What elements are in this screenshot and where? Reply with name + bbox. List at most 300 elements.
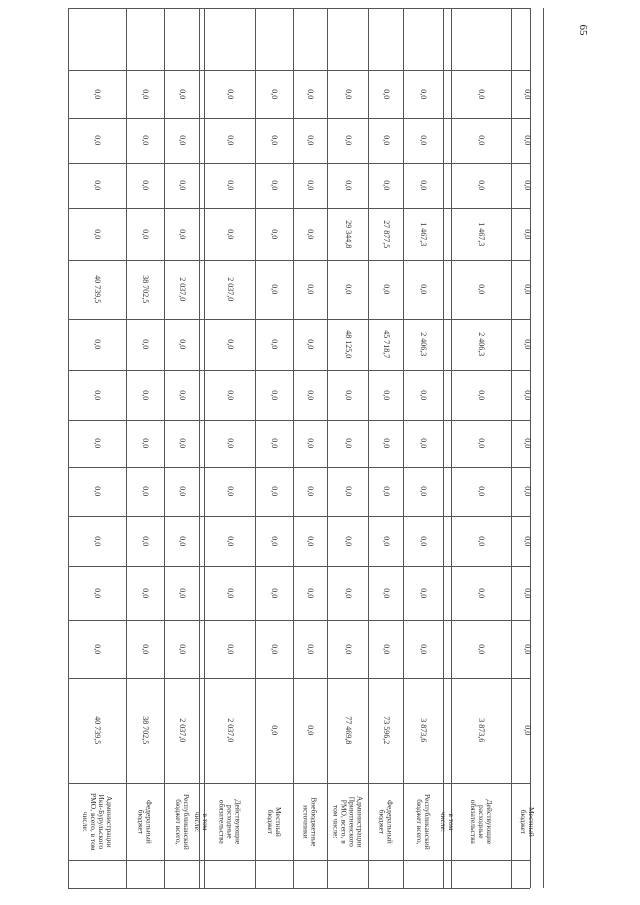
cell-value: 0,0 xyxy=(225,88,235,99)
table-cell xyxy=(204,467,255,516)
table-cell xyxy=(368,260,403,319)
table-cell xyxy=(255,70,293,118)
cell-value: 0,0 xyxy=(419,643,429,654)
table-cell xyxy=(126,467,164,516)
table-cell xyxy=(511,678,543,783)
cell-value: 0,0 xyxy=(381,438,391,449)
table-cell xyxy=(403,70,443,118)
cell-value: 2 406,3 xyxy=(419,332,429,357)
row-label-cell xyxy=(293,783,327,860)
table-cell xyxy=(164,678,199,783)
cell-value: 0,0 xyxy=(270,643,280,654)
cell-value: 0,0 xyxy=(477,389,487,400)
table-cell xyxy=(327,118,368,163)
cell-value: 0,0 xyxy=(177,135,187,146)
table-cell xyxy=(68,420,126,467)
cell-value: 0,0 xyxy=(343,389,353,400)
row-label: Действующие расходные обязательства xyxy=(469,799,494,844)
table-cell xyxy=(126,370,164,420)
cell-value: 0,0 xyxy=(523,643,533,654)
table-cell xyxy=(68,163,126,208)
table-cell xyxy=(511,516,543,566)
cell-value: 0,0 xyxy=(270,389,280,400)
cell-value: 0,0 xyxy=(93,228,103,239)
cell-value: 3 873,6 xyxy=(477,718,487,743)
table-cell xyxy=(164,118,199,163)
cell-value: 48 125,0 xyxy=(343,330,353,359)
cell-value: 0,0 xyxy=(523,339,533,350)
cell-value: 0,0 xyxy=(343,180,353,191)
table-cell xyxy=(204,260,255,319)
cell-value: 0,0 xyxy=(270,339,280,350)
table-cell xyxy=(443,516,451,566)
cell-value: 0,0 xyxy=(93,180,103,191)
row-label: Федеральный бюджет xyxy=(377,799,395,844)
cell-value: 0,0 xyxy=(419,587,429,598)
table-cell xyxy=(164,208,199,260)
cell-value: 0,0 xyxy=(523,725,533,736)
table-cell xyxy=(443,420,451,467)
table-cell xyxy=(204,516,255,566)
table-cell xyxy=(403,678,443,783)
row-label-cell xyxy=(368,783,403,860)
cell-value: 0,0 xyxy=(141,228,151,239)
cell-value: 0,0 xyxy=(523,389,533,400)
cell-value: 0,0 xyxy=(343,587,353,598)
row-label: Федеральный бюджет xyxy=(137,799,154,844)
cell-value: 2 037,0 xyxy=(177,277,187,302)
table-cell xyxy=(511,566,543,620)
table-cell xyxy=(293,516,327,566)
table-cell xyxy=(451,118,511,163)
table-cell xyxy=(443,566,451,620)
table-cell xyxy=(293,467,327,516)
cell-value: 0,0 xyxy=(477,587,487,598)
table-cell xyxy=(451,319,511,370)
table-cell xyxy=(443,370,451,420)
table-cell xyxy=(255,620,293,678)
cell-value: 0,0 xyxy=(523,180,533,191)
row-label-cell xyxy=(511,783,543,860)
cell-value: 0,0 xyxy=(225,486,235,497)
cell-value: 0,0 xyxy=(306,88,316,99)
cell-value: 0,0 xyxy=(419,88,429,99)
table-cell xyxy=(451,566,511,620)
table-cell xyxy=(255,467,293,516)
cell-value: 0,0 xyxy=(270,438,280,449)
table-cell xyxy=(368,678,403,783)
cell-value: 0,0 xyxy=(306,339,316,350)
table-cell xyxy=(443,163,451,208)
table-cell xyxy=(255,208,293,260)
cell-value: 77 469,8 xyxy=(343,716,353,745)
table-cell xyxy=(255,118,293,163)
table-cell xyxy=(451,620,511,678)
cell-value: 0,0 xyxy=(177,535,187,546)
cell-value: 0,0 xyxy=(93,587,103,598)
table-cell xyxy=(327,566,368,620)
cell-value: 0,0 xyxy=(523,88,533,99)
table-cell xyxy=(164,420,199,467)
cell-value: 0,0 xyxy=(477,88,487,99)
table-cell xyxy=(293,420,327,467)
table-cell xyxy=(255,678,293,783)
cell-value: 3 873,6 xyxy=(419,718,429,743)
table-cell xyxy=(293,208,327,260)
table-cell xyxy=(126,260,164,319)
table-cell xyxy=(368,566,403,620)
cell-value: 0,0 xyxy=(343,643,353,654)
table-cell xyxy=(164,467,199,516)
table-cell xyxy=(126,319,164,370)
cell-value: 0,0 xyxy=(141,135,151,146)
table-cell xyxy=(204,566,255,620)
cell-value: 0,0 xyxy=(306,135,316,146)
table-cell xyxy=(403,118,443,163)
table-cell xyxy=(293,163,327,208)
cell-value: 0,0 xyxy=(225,180,235,191)
cell-value: 0,0 xyxy=(523,535,533,546)
table-cell xyxy=(68,566,126,620)
table-cell xyxy=(126,420,164,467)
table-cell xyxy=(255,516,293,566)
cell-value: 0,0 xyxy=(381,88,391,99)
table-cell xyxy=(204,420,255,467)
table-cell xyxy=(368,319,403,370)
table-cell xyxy=(293,566,327,620)
cell-value: 0,0 xyxy=(225,535,235,546)
table-cell xyxy=(443,620,451,678)
table-cell xyxy=(443,118,451,163)
table-cell xyxy=(511,319,543,370)
table-cell xyxy=(403,208,443,260)
table-cell xyxy=(403,516,443,566)
table-cell xyxy=(327,370,368,420)
cell-value: 40 739,5 xyxy=(93,716,103,745)
cell-value: 0,0 xyxy=(306,438,316,449)
cell-value: 0,0 xyxy=(419,284,429,295)
cell-value: 0,0 xyxy=(225,135,235,146)
table-cell xyxy=(255,163,293,208)
cell-value: 0,0 xyxy=(306,587,316,598)
table-cell xyxy=(403,163,443,208)
table-cell xyxy=(255,370,293,420)
cell-value: 0,0 xyxy=(177,228,187,239)
cell-value: 2 037,0 xyxy=(177,718,187,743)
cell-value: 0,0 xyxy=(477,135,487,146)
cell-value: 0,0 xyxy=(177,486,187,497)
table-cell xyxy=(293,370,327,420)
table-cell xyxy=(204,70,255,118)
cell-value: 0,0 xyxy=(141,339,151,350)
cell-value: 0,0 xyxy=(141,389,151,400)
cell-value: 0,0 xyxy=(477,284,487,295)
cell-value: 0,0 xyxy=(93,643,103,654)
table-cell xyxy=(451,208,511,260)
table-cell xyxy=(204,118,255,163)
cell-value: 0,0 xyxy=(270,88,280,99)
table-cell xyxy=(68,70,126,118)
cell-value: 0,0 xyxy=(477,486,487,497)
row-label-cell xyxy=(255,783,293,860)
cell-value: 0,0 xyxy=(177,88,187,99)
cell-value: 0,0 xyxy=(225,389,235,400)
cell-value: 0,0 xyxy=(141,535,151,546)
cell-value: 0,0 xyxy=(419,389,429,400)
row-label: Действующие расходные обязательства xyxy=(217,799,243,844)
cell-value: 0,0 xyxy=(523,284,533,295)
cell-value: 1 467,3 xyxy=(419,221,429,246)
cell-value: 0,0 xyxy=(93,389,103,400)
cell-value: 29 344,8 xyxy=(343,219,353,248)
table-cell xyxy=(511,260,543,319)
table-cell xyxy=(126,208,164,260)
cell-value: 0,0 xyxy=(381,587,391,598)
cell-value: 27 877,5 xyxy=(381,219,391,248)
cell-value: 0,0 xyxy=(381,643,391,654)
table-cell xyxy=(368,467,403,516)
table-cell xyxy=(403,467,443,516)
cell-value: 45 718,7 xyxy=(381,330,391,359)
cell-value: 2 037,0 xyxy=(225,277,235,302)
table-cell xyxy=(451,420,511,467)
cell-value: 0,0 xyxy=(306,389,316,400)
cell-value: 0,0 xyxy=(270,535,280,546)
cell-value: 0,0 xyxy=(141,643,151,654)
table-cell xyxy=(403,260,443,319)
cell-value: 2 037,0 xyxy=(225,718,235,743)
table-cell xyxy=(293,678,327,783)
cell-value: 0,0 xyxy=(270,228,280,239)
row-label-cell xyxy=(327,783,368,860)
cell-value: 0,0 xyxy=(343,284,353,295)
row-label-cell xyxy=(403,783,443,860)
table-cell xyxy=(451,370,511,420)
cell-value: 0,0 xyxy=(477,643,487,654)
row-label-cell xyxy=(204,783,255,860)
cell-value: 0,0 xyxy=(141,486,151,497)
table-cell xyxy=(126,70,164,118)
table-cell xyxy=(443,467,451,516)
cell-value: 0,0 xyxy=(93,135,103,146)
table-cell xyxy=(511,208,543,260)
table-cell xyxy=(68,118,126,163)
cell-value: 0,0 xyxy=(225,438,235,449)
table-cell xyxy=(327,319,368,370)
cell-value: 0,0 xyxy=(523,486,533,497)
table-cell xyxy=(403,420,443,467)
table-cell xyxy=(327,516,368,566)
table-cell xyxy=(255,319,293,370)
cell-value: 0,0 xyxy=(343,438,353,449)
cell-value: 0,0 xyxy=(225,228,235,239)
cell-value: 0,0 xyxy=(93,486,103,497)
table-cell xyxy=(403,370,443,420)
cell-value: 0,0 xyxy=(419,486,429,497)
cell-value: 0,0 xyxy=(477,535,487,546)
table-cell xyxy=(443,678,451,783)
row-label: Администрации Приютненского РМО, всего, в том числе: xyxy=(331,795,365,848)
cell-value: 0,0 xyxy=(523,135,533,146)
cell-value: 0,0 xyxy=(270,587,280,598)
table-cell xyxy=(511,467,543,516)
cell-value: 0,0 xyxy=(306,486,316,497)
table-cell xyxy=(204,163,255,208)
cell-value: 0,0 xyxy=(343,486,353,497)
cell-value: 0,0 xyxy=(381,389,391,400)
table-cell xyxy=(293,620,327,678)
cell-value: 0,0 xyxy=(419,180,429,191)
table-cell xyxy=(511,620,543,678)
cell-value: 0,0 xyxy=(270,284,280,295)
cell-value: 0,0 xyxy=(177,389,187,400)
table-cell xyxy=(368,118,403,163)
table-cell xyxy=(68,370,126,420)
cell-value: 0,0 xyxy=(381,486,391,497)
table-cell xyxy=(68,319,126,370)
cell-value: 0,0 xyxy=(381,284,391,295)
table-cell xyxy=(126,516,164,566)
table-cell xyxy=(68,467,126,516)
cell-value: 0,0 xyxy=(306,180,316,191)
table-cell xyxy=(126,620,164,678)
table-cell xyxy=(368,620,403,678)
table-cell xyxy=(403,566,443,620)
table-cell xyxy=(126,566,164,620)
table-cell xyxy=(327,467,368,516)
row-label: Местный бюджет xyxy=(266,806,283,837)
table-cell xyxy=(164,516,199,566)
cell-value: 0,0 xyxy=(381,135,391,146)
table-cell xyxy=(368,516,403,566)
cell-value: 40 739,5 xyxy=(93,275,103,304)
cell-value: 0,0 xyxy=(93,535,103,546)
table-cell xyxy=(511,163,543,208)
table-cell xyxy=(327,70,368,118)
cell-value: 0,0 xyxy=(419,535,429,546)
table-cell xyxy=(327,678,368,783)
table-cell xyxy=(443,319,451,370)
cell-value: 0,0 xyxy=(93,88,103,99)
cell-value: 0,0 xyxy=(225,587,235,598)
table-cell xyxy=(368,163,403,208)
row-label-cell xyxy=(451,783,511,860)
table-rule xyxy=(68,860,530,861)
table-cell xyxy=(327,163,368,208)
cell-value: 0,0 xyxy=(225,339,235,350)
cell-value: 0,0 xyxy=(270,135,280,146)
cell-value: 0,0 xyxy=(477,180,487,191)
cell-value: 0,0 xyxy=(523,587,533,598)
cell-value: 0,0 xyxy=(343,88,353,99)
cell-value: 0,0 xyxy=(177,438,187,449)
row-label: в том числе: xyxy=(439,811,456,832)
table-cell xyxy=(204,678,255,783)
table-cell xyxy=(511,370,543,420)
cell-value: 0,0 xyxy=(177,587,187,598)
table-cell xyxy=(126,118,164,163)
table-cell xyxy=(368,370,403,420)
cell-value: 0,0 xyxy=(306,228,316,239)
cell-value: 0,0 xyxy=(306,725,316,736)
budget-table xyxy=(68,8,536,888)
table-cell xyxy=(403,620,443,678)
cell-value: 0,0 xyxy=(343,135,353,146)
table-rule xyxy=(543,8,544,888)
table-rule xyxy=(68,8,530,9)
cell-value: 0,0 xyxy=(270,180,280,191)
table-cell xyxy=(68,516,126,566)
table-cell xyxy=(293,70,327,118)
table-cell xyxy=(164,260,199,319)
cell-value: 0,0 xyxy=(141,180,151,191)
row-label-cell xyxy=(439,783,456,860)
table-cell xyxy=(327,620,368,678)
table-cell xyxy=(293,260,327,319)
cell-value: 0,0 xyxy=(523,438,533,449)
table-cell xyxy=(164,319,199,370)
table-cell xyxy=(68,208,126,260)
table-cell xyxy=(255,566,293,620)
table-cell xyxy=(255,260,293,319)
table-cell xyxy=(451,260,511,319)
table-cell xyxy=(164,163,199,208)
cell-value: 0,0 xyxy=(225,643,235,654)
cell-value: 0,0 xyxy=(419,438,429,449)
row-label: Внебюджетные источники xyxy=(302,796,319,847)
row-label-cell xyxy=(126,783,164,860)
cell-value: 38 702,5 xyxy=(141,275,151,304)
cell-value: 0,0 xyxy=(477,438,487,449)
cell-value: 0,0 xyxy=(177,339,187,350)
table-cell xyxy=(368,70,403,118)
cell-value: 0,0 xyxy=(270,486,280,497)
row-label: в том числе: xyxy=(193,811,211,832)
table-cell xyxy=(451,678,511,783)
table-cell xyxy=(204,370,255,420)
cell-value: 0,0 xyxy=(93,339,103,350)
cell-value: 38 702,5 xyxy=(141,716,151,745)
table-cell xyxy=(204,208,255,260)
cell-value: 0,0 xyxy=(141,587,151,598)
table-cell xyxy=(204,620,255,678)
table-cell xyxy=(327,208,368,260)
cell-value: 0,0 xyxy=(177,643,187,654)
cell-value: 0,0 xyxy=(381,180,391,191)
cell-value: 0,0 xyxy=(381,535,391,546)
cell-value: 0,0 xyxy=(93,438,103,449)
row-label: Администрации Ики-Бурульского РМО, всего, в том числе: xyxy=(81,792,114,851)
cell-value: 1 467,3 xyxy=(477,221,487,246)
table-rule xyxy=(68,888,530,889)
table-cell xyxy=(451,70,511,118)
table-cell xyxy=(126,678,164,783)
cell-value: 0,0 xyxy=(306,643,316,654)
table-cell xyxy=(293,319,327,370)
table-cell xyxy=(443,70,451,118)
table-cell xyxy=(293,118,327,163)
table-cell xyxy=(204,319,255,370)
table-cell xyxy=(164,70,199,118)
cell-value: 0,0 xyxy=(306,535,316,546)
table-cell xyxy=(403,319,443,370)
cell-value: 0,0 xyxy=(270,725,280,736)
cell-value: 2 406,3 xyxy=(477,332,487,357)
row-label-cell xyxy=(68,783,126,860)
cell-value: 0,0 xyxy=(523,228,533,239)
table-cell xyxy=(451,516,511,566)
table-cell xyxy=(443,260,451,319)
